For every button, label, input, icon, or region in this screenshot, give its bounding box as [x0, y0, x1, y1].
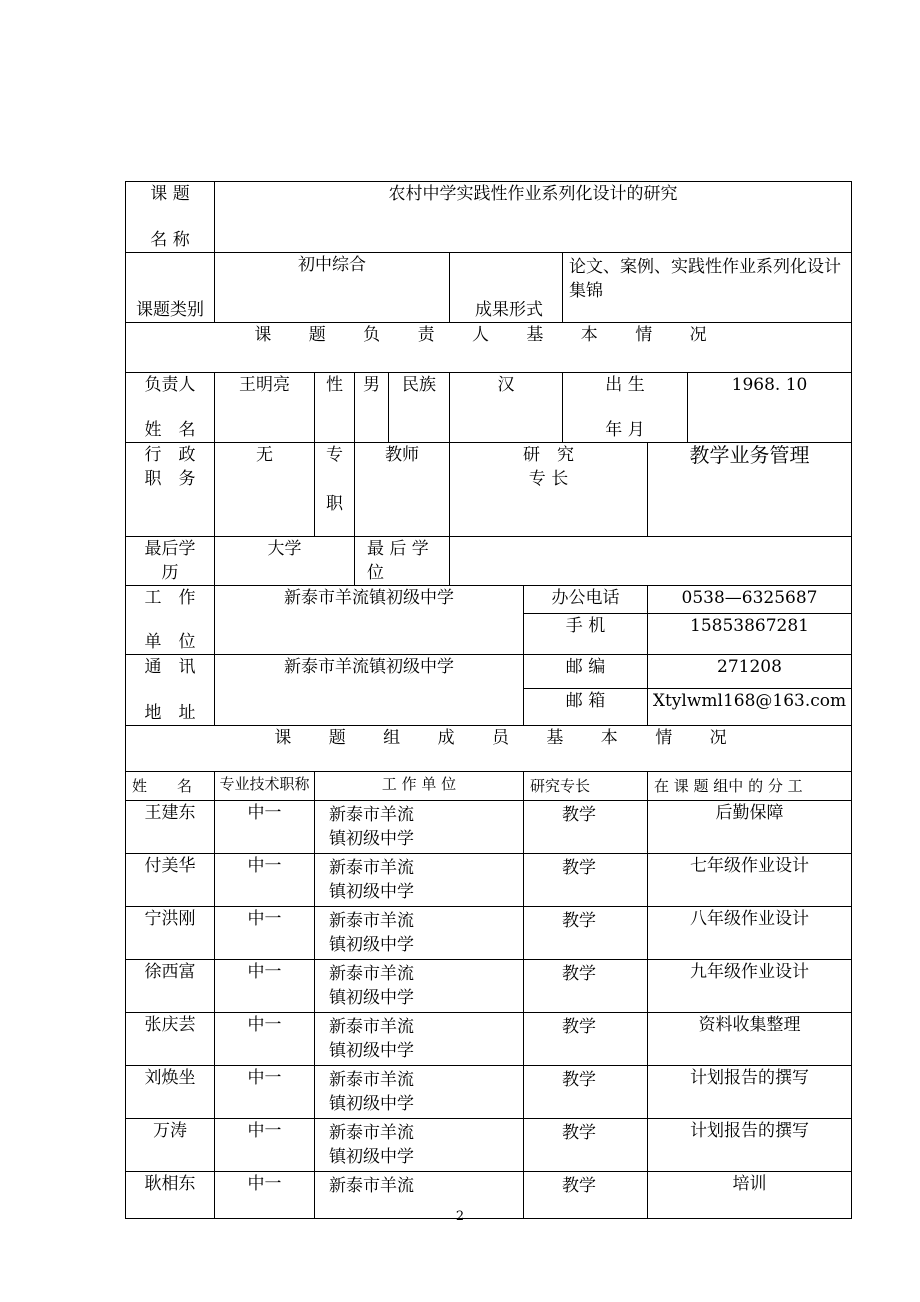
member-role: 计划报告的撰写 — [648, 1066, 852, 1119]
table-row — [126, 907, 852, 960]
member-title: 中一 — [215, 960, 315, 1013]
application-form-table — [125, 181, 852, 1219]
member-role: 八年级作业设计 — [648, 907, 852, 960]
member-name: 徐西富 — [126, 960, 215, 1013]
office-phone-value: 0538—6325687 — [648, 586, 852, 614]
result-form-label: 成果形式 — [450, 253, 563, 323]
unit-line: 镇初级中学 — [329, 988, 414, 1008]
member-header-name: 姓 名 — [126, 772, 215, 801]
degree-label — [355, 537, 450, 586]
unit-line: 镇初级中学 — [329, 935, 414, 955]
member-title: 中一 — [215, 1172, 315, 1219]
table-row — [126, 960, 852, 1013]
professional-title-value: 教师 — [355, 443, 450, 537]
member-unit — [315, 801, 524, 854]
label-line: 最后学 — [144, 539, 196, 559]
result-form-value: 论文、案例、实践性作业系列化设计集锦 — [563, 253, 852, 323]
unit-line: 镇初级中学 — [329, 1094, 414, 1114]
member-name: 付美华 — [126, 854, 215, 907]
label-line: 历 — [161, 563, 179, 583]
member-name: 耿相东 — [126, 1172, 215, 1219]
email-label: 邮 箱 — [524, 689, 648, 726]
education-label — [126, 537, 215, 586]
office-phone-label: 办公电话 — [524, 586, 648, 614]
label-line: 单 位 — [144, 632, 196, 652]
leader-section-title: 课 题 负 责 人 基 本 情 况 — [126, 323, 852, 373]
mobile-label: 手 机 — [524, 614, 648, 655]
research-expertise-value: 教学业务管理 — [648, 443, 852, 537]
member-header-role: 在 课 题 组中 的 分 工 — [648, 772, 852, 801]
member-role: 计划报告的撰写 — [648, 1119, 852, 1172]
member-title: 中一 — [215, 1066, 315, 1119]
member-unit — [315, 1013, 524, 1066]
label-line: 通 讯 — [144, 657, 196, 677]
label-line: 专 长 — [528, 469, 569, 489]
ethnicity-label: 民族 — [389, 373, 450, 443]
member-expertise: 教学 — [524, 1119, 648, 1172]
gender-value: 男 — [355, 373, 389, 443]
label-line: 行 政 — [144, 445, 196, 465]
member-expertise: 教学 — [524, 801, 648, 854]
unit-line: 新泰市羊流 — [329, 858, 414, 878]
member-title: 中一 — [215, 854, 315, 907]
research-expertise-label — [450, 443, 648, 537]
unit-line: 镇初级中学 — [329, 882, 414, 902]
member-role: 九年级作业设计 — [648, 960, 852, 1013]
member-header-expertise: 研究专长 — [524, 772, 648, 801]
category-label: 课题类别 — [126, 253, 215, 323]
member-unit — [315, 1066, 524, 1119]
table-row — [126, 1066, 852, 1119]
category-value: 初中综合 — [215, 253, 450, 323]
label-line: 姓 名 — [144, 420, 196, 440]
label-line: 工 作 — [144, 588, 196, 608]
member-expertise: 教学 — [524, 960, 648, 1013]
member-title: 中一 — [215, 907, 315, 960]
label-line: 位 — [367, 563, 384, 583]
label-line: 年 月 — [605, 420, 645, 440]
member-unit — [315, 854, 524, 907]
project-name-label — [126, 182, 215, 253]
label-line: 出 生 — [605, 375, 645, 395]
admin-position-label — [126, 443, 215, 537]
label-line: 课 题 — [150, 184, 190, 204]
members-section-title: 课 题 组 成 员 基 本 情 况 — [126, 726, 852, 772]
unit-line: 新泰市羊流 — [329, 911, 414, 931]
admin-position-value: 无 — [215, 443, 315, 537]
member-name: 王建东 — [126, 801, 215, 854]
work-unit-label — [126, 586, 215, 655]
member-expertise: 教学 — [524, 1172, 648, 1219]
page-number: 2 — [455, 1209, 465, 1224]
label-line: 职 务 — [144, 469, 196, 489]
member-name: 万涛 — [126, 1119, 215, 1172]
table-row — [126, 1013, 852, 1066]
unit-line: 镇初级中学 — [329, 829, 414, 849]
label-line: 研 究 — [523, 445, 574, 465]
member-title: 中一 — [215, 801, 315, 854]
member-unit — [315, 960, 524, 1013]
ethnicity-value: 汉 — [450, 373, 563, 443]
degree-value — [450, 537, 852, 586]
member-expertise: 教学 — [524, 1066, 648, 1119]
unit-line: 新泰市羊流 — [329, 805, 414, 825]
label-line: 名 称 — [150, 230, 190, 250]
member-header-unit: 工 作 单 位 — [315, 772, 524, 801]
unit-line: 新泰市羊流 — [329, 1176, 414, 1196]
member-name: 宁洪刚 — [126, 907, 215, 960]
member-expertise: 教学 — [524, 854, 648, 907]
member-name: 刘焕坐 — [126, 1066, 215, 1119]
gender-label: 性 — [315, 373, 355, 443]
leader-name-label — [126, 373, 215, 443]
member-name: 张庆芸 — [126, 1013, 215, 1066]
label-line: 地 址 — [144, 703, 196, 723]
member-expertise: 教学 — [524, 907, 648, 960]
email-value: Xtylwml168@163.com — [648, 689, 852, 726]
member-role: 培训 — [648, 1172, 852, 1219]
table-row — [126, 1119, 852, 1172]
work-unit-value: 新泰市羊流镇初级中学 — [215, 586, 524, 655]
label-line: 最 后 学 — [367, 539, 429, 559]
birth-label — [563, 373, 688, 443]
member-title: 中一 — [215, 1119, 315, 1172]
label-line: 负责人 — [144, 375, 196, 395]
member-unit — [315, 907, 524, 960]
postcode-label: 邮 编 — [524, 655, 648, 689]
unit-line: 新泰市羊流 — [329, 1070, 414, 1090]
label-line: 职 — [326, 494, 343, 514]
table-row — [126, 854, 852, 907]
label-line: 专 — [326, 445, 343, 465]
member-header-title: 专业技术职称 — [215, 772, 315, 801]
member-role: 后勤保障 — [648, 801, 852, 854]
member-role: 资料收集整理 — [648, 1013, 852, 1066]
unit-line: 新泰市羊流 — [329, 1123, 414, 1143]
member-expertise: 教学 — [524, 1013, 648, 1066]
member-role: 七年级作业设计 — [648, 854, 852, 907]
leader-name-value: 王明亮 — [215, 373, 315, 443]
birth-value: 1968. 10 — [688, 373, 852, 443]
unit-line: 新泰市羊流 — [329, 964, 414, 984]
unit-line: 镇初级中学 — [329, 1041, 414, 1061]
address-value: 新泰市羊流镇初级中学 — [215, 655, 524, 726]
postcode-value: 271208 — [648, 655, 852, 689]
member-title: 中一 — [215, 1013, 315, 1066]
table-row — [126, 801, 852, 854]
project-title: 农村中学实践性作业系列化设计的研究 — [215, 182, 852, 253]
address-label — [126, 655, 215, 726]
education-value: 大学 — [215, 537, 355, 586]
unit-line: 镇初级中学 — [329, 1147, 414, 1167]
member-unit — [315, 1119, 524, 1172]
professional-title-label — [315, 443, 355, 537]
mobile-value: 15853867281 — [648, 614, 852, 655]
unit-line: 新泰市羊流 — [329, 1017, 414, 1037]
